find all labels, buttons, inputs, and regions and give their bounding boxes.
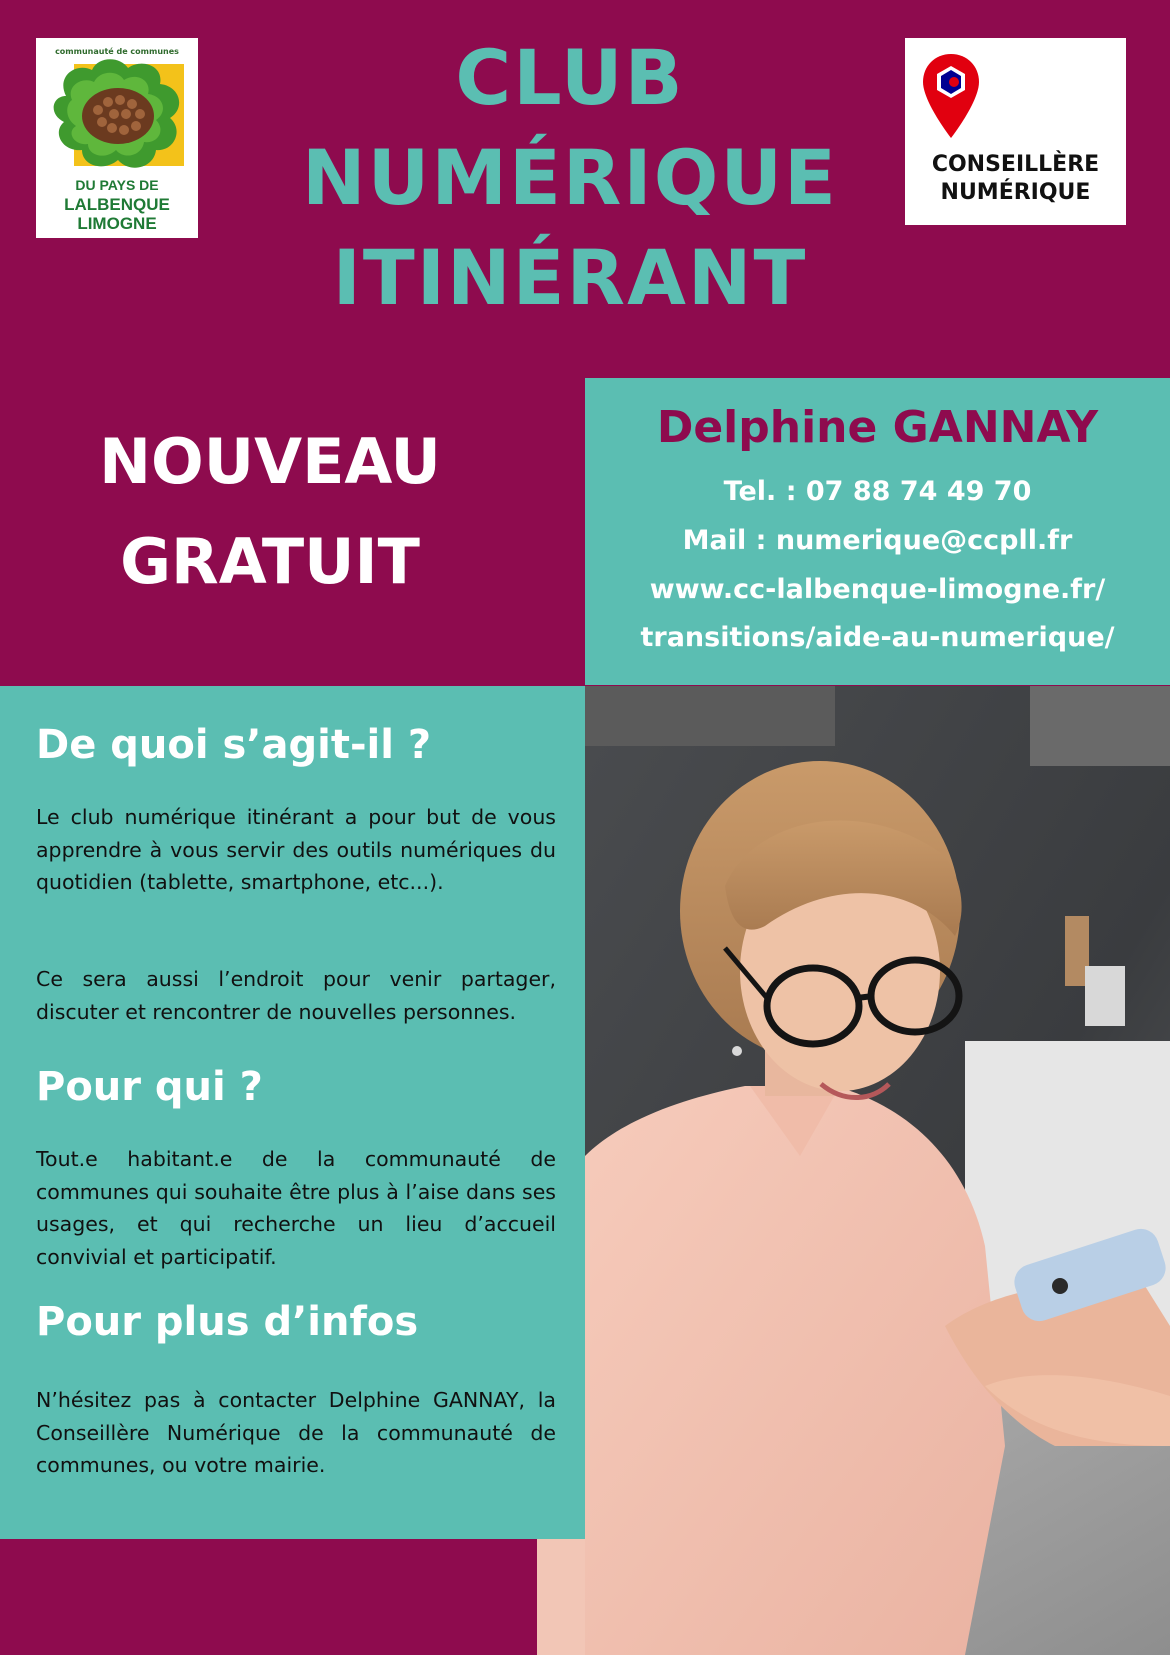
oak-leaf-truffle-icon xyxy=(46,56,188,174)
conseillere-numerique-label xyxy=(905,151,1126,207)
heading-who: Pour qui ? xyxy=(36,1064,263,1110)
contact-name: Delphine GANNAY xyxy=(656,402,1099,453)
paragraph-what-1: Le club numérique itinérant a pour but de vous apprendre à vous servir des outils numériques du quotidien (tablette, smartphone, etc...). xyxy=(36,805,556,894)
promo-block xyxy=(30,412,510,612)
contact-website-line-2[interactable]: transitions/aide-au-numerique/ xyxy=(640,622,1115,653)
promo-gratuit: GRATUIT xyxy=(120,525,420,598)
heading-more: Pour plus d’infos xyxy=(36,1299,419,1345)
info-panel xyxy=(0,686,585,1539)
heading-what: De quoi s’agit-il ? xyxy=(36,722,432,768)
contact-phone[interactable]: Tel. : 07 88 74 49 70 xyxy=(723,476,1032,507)
community-logo-text xyxy=(36,176,198,233)
community-logo-line-2: LALBENQUE xyxy=(64,195,170,214)
conseillere-numerique-line-2: NUMÉRIQUE xyxy=(940,180,1091,205)
community-logo-caption: communauté de communes xyxy=(55,47,179,56)
photo-shirt-overflow xyxy=(537,1539,585,1655)
location-pin-icon xyxy=(921,52,981,142)
contact-email[interactable]: Mail : numerique@ccpll.fr xyxy=(682,525,1073,556)
contact-website-line-1[interactable]: www.cc-lalbenque-limogne.fr/ xyxy=(649,574,1106,605)
contact-box xyxy=(585,378,1170,685)
paragraph-who: Tout.e habitant.e de la communauté de communes qui souhaite être plus à l’aise dans ses usages, et qui recherche un lieu d’accueil convivial et participatif. xyxy=(36,1147,556,1269)
title-line-3: ITINÉRANT xyxy=(332,233,808,322)
title-line-1: CLUB xyxy=(455,33,685,122)
conseillere-numerique-line-1: CONSEILLÈRE xyxy=(931,152,1100,177)
conseillere-numerique-logo xyxy=(905,38,1126,225)
photo-woman-smartphone xyxy=(585,686,1170,1655)
page-title xyxy=(200,28,940,328)
title-line-2: NUMÉRIQUE xyxy=(302,133,838,222)
promo-nouveau: NOUVEAU xyxy=(99,425,441,498)
community-logo-line-3: LIMOGNE xyxy=(77,214,157,233)
community-logo xyxy=(36,38,198,238)
paragraph-what-2: Ce sera aussi l’endroit pour venir partager, discuter et rencontrer de nouvelles personnes. xyxy=(36,967,556,1024)
community-logo-line-1: DU PAYS DE xyxy=(75,177,159,193)
paragraph-more: N’hésitez pas à contacter Delphine GANNAY, la Conseillère Numérique de la communauté de communes, ou votre mairie. xyxy=(36,1388,556,1477)
